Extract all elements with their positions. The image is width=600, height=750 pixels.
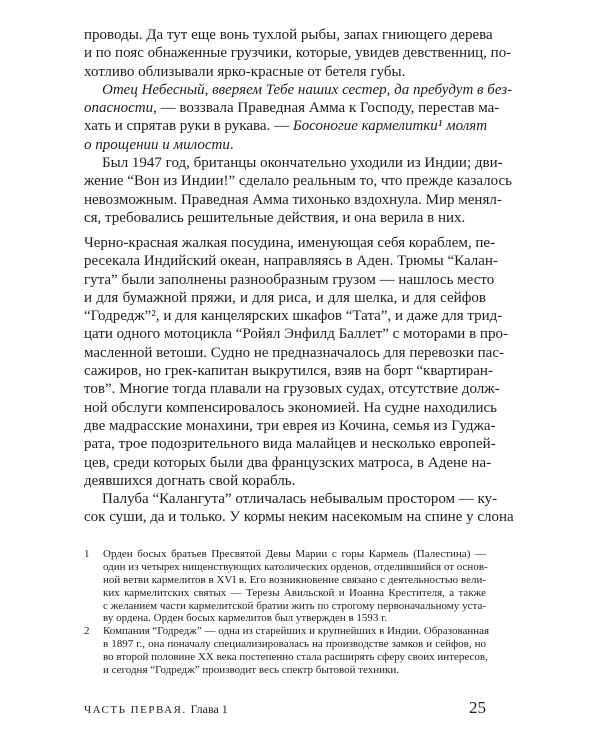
footnote-line: Компания “Годредж” — одна из старейших и крупнейших в Индии. Образованная <box>103 625 490 638</box>
paragraph <box>84 490 514 527</box>
text-run: . <box>229 136 234 153</box>
text-line <box>84 508 514 526</box>
paragraph <box>84 234 508 490</box>
footnote-line: во второй половине XX века постепенно стала расширять сферу своих интересов, <box>103 651 488 664</box>
running-head-part: ЧАСТЬ ПЕРВАЯ. <box>84 704 187 716</box>
paragraph <box>84 81 513 154</box>
text-run: деявшихся догнать свой корабль. <box>84 472 296 489</box>
text-run: сок суши, да и только. У кормы неким насекомым на спине у слона <box>84 509 514 526</box>
text-run: цев, среди которых были два французских матроса, в Адене на- <box>84 454 492 471</box>
footnote <box>84 625 490 677</box>
text-line <box>84 307 503 325</box>
text-run: — воззвала Праведная Амма к Господу, перестав ма- <box>156 100 500 117</box>
text-run: Черно-красная жалкая посудина, именующая себя кораблем, пе- <box>84 235 496 251</box>
text-run: сажиров, но грек-капитан выкрутился, взяв на борт “квартиран- <box>84 363 493 380</box>
text-line <box>84 63 486 81</box>
running-head <box>84 702 228 717</box>
text-line <box>84 99 500 117</box>
text-line <box>84 362 493 380</box>
text-line <box>84 81 513 99</box>
italic-text: Босоногие кармелитки¹ молят <box>292 118 488 135</box>
text-run: гута” были заполнены разнообразным грузом — нашлось место <box>84 271 495 288</box>
text-run: ся, требовались решительные действия, и она верила в них. <box>84 209 466 226</box>
text-run: “Годредж”², и для канцелярских шкафов “Тата”, и даже для трид- <box>84 308 503 325</box>
text-run: две мадрасские монахини, три еврея из Кочина, семья из Гуджа- <box>84 417 496 434</box>
text-run: хотливо облизывали ярко-красные от бетеля губы. <box>84 63 406 80</box>
text-line <box>84 117 486 135</box>
body-text-top <box>84 26 513 227</box>
text-run: масленной ветоши. Судно не предназначалось для перевозки пас- <box>84 344 504 361</box>
text-run: и для бумажной пряжи, и для риса, и для шелка, и для сейфов <box>84 289 486 306</box>
text-line <box>84 472 486 490</box>
text-line <box>84 399 498 417</box>
italic-text: о прощении и милости <box>84 136 230 153</box>
footnote <box>84 548 486 625</box>
footnote-number: 2 <box>84 625 90 638</box>
text-line <box>84 209 486 227</box>
text-run: рата, трое подозрительного вида малайцев и несколько европей- <box>84 436 496 453</box>
footnote-line: и сегодня “Годредж” производит весь спектр бытовой техники. <box>103 664 400 677</box>
text-line <box>84 172 513 190</box>
text-line <box>84 435 496 453</box>
footnotes <box>84 548 490 677</box>
text-line <box>84 252 498 270</box>
text-line <box>84 271 495 289</box>
text-run: ной обслуги компенсировалось экономией. На судне находились <box>84 399 498 416</box>
page-footer <box>84 698 486 718</box>
text-line <box>84 417 496 435</box>
text-run: проводы. Да тут еще вонь тухлой рыбы, запах гниющего дерева <box>84 27 493 43</box>
text-run: ресекала Индийский океан, направляясь в Аден. Трюмы “Калан- <box>84 253 498 270</box>
footnote-line: ву ордена. Орден босых кармелитов был утвержден в 1593 г. <box>103 612 388 625</box>
footnote-line: с желанием части кармелитской братии жить по строгому первоначальному уста- <box>103 599 486 612</box>
footnote-line: в 1897 г., она поначалу специализировалась на производстве замков и сейфов, но <box>103 638 486 651</box>
italic-text: опасности, <box>84 100 157 117</box>
page-number: 25 <box>469 698 486 717</box>
body-text-section <box>84 234 514 527</box>
footnote-number: 1 <box>84 548 90 560</box>
text-run: Палуба “Калангута” отличалась небывалым простором — ку- <box>102 491 498 508</box>
text-line <box>84 154 503 172</box>
text-line <box>84 234 496 252</box>
running-head-chapter: Глава 1 <box>190 702 228 716</box>
paragraph <box>84 26 512 81</box>
text-run: жение “Вон из Индии!” сделало реальным то, что прежде казалось <box>84 173 513 190</box>
text-line <box>84 191 502 209</box>
footnote-line: ной ветви кармелитов в XVI в. Его возникновение связано с деятельностью вели- <box>103 573 486 586</box>
text-line <box>84 44 512 62</box>
footnote-line: ких кармелитских святых — Терезы Авильской и Иоанна Крестителя, а также <box>103 586 486 599</box>
text-run: Был 1947 год, британцы окончательно уходили из Индии; дви- <box>102 155 503 172</box>
text-run: невозможным. Праведная Амма тихонько вздохнула. Мир менял- <box>84 191 502 208</box>
text-line <box>84 26 493 44</box>
text-line <box>84 344 504 362</box>
italic-text: Отец Небесный, вверяем Тебе наших сестер, да пребудут в без- <box>102 81 513 98</box>
text-run: хать и спрятав руки в рукава. — <box>84 118 293 135</box>
text-run: и по пояс обнаженные грузчики, которые, увидев девственниц, по- <box>84 45 512 62</box>
footnote-line: Орден босых братьев Пресвятой Девы Марии с горы Кармель (Палестина) — <box>103 548 486 560</box>
text-line <box>84 289 486 307</box>
text-line <box>84 325 508 343</box>
text-run: тов”. Многие тогда плавали на грузовых судах, отсутствие долж- <box>84 381 500 398</box>
text-line <box>84 454 492 472</box>
text-line <box>84 490 498 508</box>
text-line <box>84 136 486 154</box>
footnote-line: один из четырех нищенствующих католических орденов, отделившийся от основ- <box>103 560 488 573</box>
text-line <box>84 380 500 398</box>
text-run: цати одного мотоцикла “Ройял Энфилд Баллет” с моторами в про- <box>84 326 508 343</box>
paragraph <box>84 154 513 227</box>
